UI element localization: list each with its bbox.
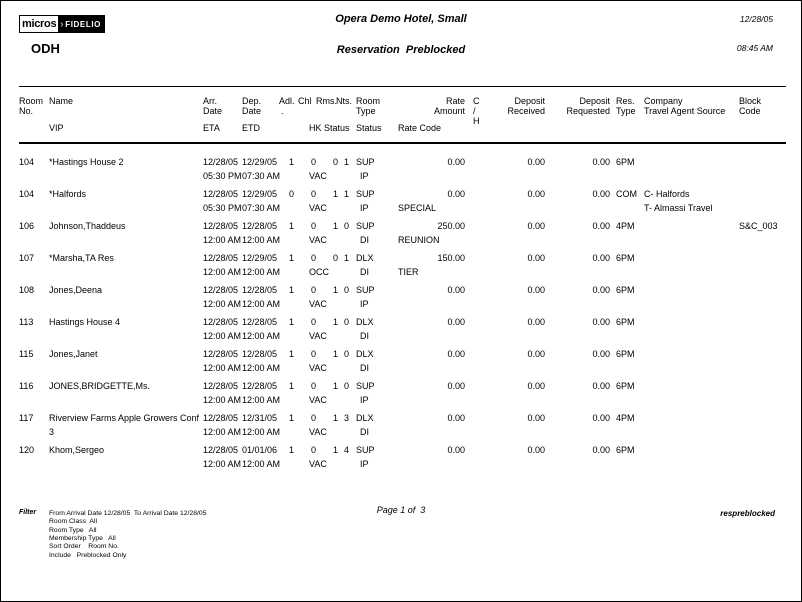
cell-status: DI — [360, 235, 369, 245]
cell-name: Khom,Sergeo — [49, 445, 105, 455]
cell-children: 0 — [310, 221, 316, 231]
cell-rooms: 1 — [332, 381, 338, 391]
cell-hk-status: VAC — [309, 363, 327, 373]
cell-children: 0 — [310, 317, 316, 327]
table-row — [1, 347, 801, 379]
cell-etd: 07:30 AM — [242, 203, 281, 213]
cell-deposit-received: 0.00 — [527, 413, 545, 423]
cell-etd: 12:00 AM — [242, 235, 281, 245]
cell-room-no: 113 — [19, 317, 34, 327]
cell-deposit-received: 0.00 — [527, 317, 545, 327]
cell-nights: 1 — [343, 189, 349, 199]
cell-room-no: 115 — [19, 349, 34, 359]
cell-eta: 12:00 AM — [203, 331, 242, 341]
table-row — [1, 187, 801, 219]
cell-block-code: S&C_003 — [739, 221, 778, 231]
cell-room-no: 108 — [19, 285, 35, 295]
cell-rooms: 1 — [332, 317, 338, 327]
cell-rooms: 1 — [332, 189, 338, 199]
cell-name: *Halfords — [49, 189, 87, 199]
table-row — [1, 155, 801, 187]
cell-arr-date: 12/28/05 — [203, 253, 239, 263]
cell-arr-date: 12/28/05 — [203, 445, 239, 455]
cell-status: DI — [360, 267, 369, 277]
col-header-arr-date: Date — [203, 106, 223, 116]
cell-deposit-received: 0.00 — [527, 253, 545, 263]
cell-room-type: DLX — [356, 253, 374, 263]
filter-line: Include Preblocked Only — [49, 552, 127, 559]
cell-status: DI — [360, 363, 369, 373]
report-id: respreblocked — [720, 509, 775, 518]
cell-deposit-received: 0.00 — [527, 381, 545, 391]
cell-rooms: 1 — [332, 445, 338, 455]
col-header-vip: VIP — [49, 123, 64, 133]
col-header-rate-code: Rate Code — [398, 123, 442, 133]
cell-room-no: 106 — [19, 221, 35, 231]
cell-nights: 1 — [343, 253, 349, 263]
table-row — [1, 283, 801, 315]
col-header-dep: Dep. — [242, 96, 262, 106]
cell-room-type: SUP — [356, 285, 375, 295]
cell-hk-status: VAC — [309, 427, 327, 437]
cell-hk-status: OCC — [309, 267, 329, 277]
cell-children: 0 — [310, 189, 316, 199]
cell-status: DI — [360, 331, 369, 341]
header-bottom-rule — [19, 142, 786, 144]
cell-dep-date: 12/28/05 — [242, 349, 278, 359]
col-header-name: Name — [49, 96, 74, 106]
page-number: Page 1 of 3 — [376, 505, 426, 515]
cell-eta: 05:30 PM — [203, 203, 242, 213]
cell-room-no: 117 — [19, 413, 34, 423]
cell-hk-status: VAC — [309, 331, 327, 341]
cell-res-type: 6PM — [616, 285, 635, 295]
cell-room-type: DLX — [356, 349, 374, 359]
cell-nights: 1 — [343, 157, 349, 167]
col-header-status: Status — [356, 123, 382, 133]
cell-adults: 1 — [288, 253, 294, 263]
cell-room-no: 104 — [19, 157, 35, 167]
cell-deposit-requested: 0.00 — [592, 445, 610, 455]
cell-room-type: DLX — [356, 317, 374, 327]
cell-adults: 1 — [288, 221, 294, 231]
cell-eta: 12:00 AM — [203, 427, 242, 437]
cell-deposit-requested: 0.00 — [592, 317, 610, 327]
filter-label: Filter — [19, 509, 37, 516]
table-row — [1, 443, 801, 475]
table-rows — [1, 155, 801, 475]
col-header-block: Block — [739, 96, 762, 106]
col-header-room-no: No. — [19, 106, 34, 116]
cell-hk-status: VAC — [309, 203, 327, 213]
cell-rooms: 1 — [332, 413, 338, 423]
cell-hk-status: VAC — [309, 171, 327, 181]
cell-name: *Marsha,TA Res — [49, 253, 114, 263]
hotel-name: Opera Demo Hotel, Small — [335, 13, 467, 25]
cell-rate-code: TIER — [398, 267, 419, 277]
cell-dep-date: 12/28/05 — [242, 285, 278, 295]
cell-room-type: SUP — [356, 381, 375, 391]
cell-dep-date: 12/29/05 — [242, 253, 278, 263]
cell-room-no: 116 — [19, 381, 34, 391]
cell-name: Hastings House 4 — [49, 317, 121, 327]
col-header-room: Room — [19, 96, 44, 106]
cell-deposit-requested: 0.00 — [592, 285, 610, 295]
cell-room-type: SUP — [356, 445, 375, 455]
cell-arr-date: 12/28/05 — [203, 317, 239, 327]
cell-status: IP — [360, 203, 369, 213]
cell-name: Jones,Deena — [49, 285, 103, 295]
cell-rate-amount: 250.00 — [437, 221, 465, 231]
cell-rooms: 1 — [332, 221, 338, 231]
col-header-eta: ETA — [203, 123, 220, 133]
cell-eta: 12:00 AM — [203, 395, 242, 405]
cell-deposit-received: 0.00 — [527, 285, 545, 295]
cell-deposit-requested: 0.00 — [592, 189, 610, 199]
cell-adults: 1 — [288, 413, 294, 423]
cell-etd: 12:00 AM — [242, 427, 281, 437]
col-header-ch-slash: / — [473, 106, 476, 116]
cell-nights: 0 — [343, 317, 349, 327]
cell-deposit-requested: 0.00 — [592, 221, 610, 231]
cell-deposit-requested: 0.00 — [592, 157, 610, 167]
col-header-travel-agent-source: Travel Agent Source — [644, 106, 726, 116]
col-header-rms: Rms. — [316, 96, 337, 106]
table-row — [1, 379, 801, 411]
cell-status: IP — [360, 299, 369, 309]
cell-deposit-received: 0.00 — [527, 221, 545, 231]
cell-dep-date: 12/29/05 — [242, 189, 278, 199]
filter-line: Membership Type All — [49, 535, 116, 542]
col-header-res-type-2: Type — [616, 106, 636, 116]
run-time: 08:45 AM — [736, 43, 773, 53]
filter-line: From Arrival Date 12/28/05 To Arrival Date 12/28/05 — [49, 510, 207, 517]
col-header-etd: ETD — [242, 123, 260, 133]
cell-deposit-received: 0.00 — [527, 189, 545, 199]
cell-res-type: 6PM — [616, 317, 635, 327]
cell-dep-date: 12/28/05 — [242, 317, 278, 327]
cell-status: DI — [360, 427, 369, 437]
cell-res-type: 6PM — [616, 253, 635, 263]
cell-dep-date: 12/28/05 — [242, 221, 278, 231]
cell-room-no: 104 — [19, 189, 35, 199]
col-header-room-type-2: Type — [356, 106, 376, 116]
cell-rate-amount: 0.00 — [447, 157, 465, 167]
cell-name: Johnson,Thaddeus — [49, 221, 126, 231]
cell-eta: 12:00 AM — [203, 267, 242, 277]
cell-deposit-received: 0.00 — [527, 445, 545, 455]
cell-eta: 05:30 PM — [203, 171, 242, 181]
cell-rate-amount: 150.00 — [437, 253, 465, 263]
cell-name-line2: 3 — [49, 427, 55, 437]
cell-rate-amount: 0.00 — [447, 349, 465, 359]
cell-children: 0 — [310, 445, 316, 455]
col-header-deposit-requested-2: Requested — [566, 106, 610, 116]
cell-res-type: 4PM — [616, 413, 635, 423]
cell-etd: 12:00 AM — [242, 299, 281, 309]
cell-dep-date: 12/28/05 — [242, 381, 278, 391]
col-header-block-code: Code — [739, 106, 761, 116]
cell-arr-date: 12/28/05 — [203, 413, 239, 423]
col-header-rate-amount: Amount — [433, 106, 465, 116]
cell-arr-date: 12/28/05 — [203, 349, 239, 359]
cell-name: Riverview Farms Apple Growers Conf — [49, 413, 200, 423]
col-header-ch-c: C — [473, 96, 480, 106]
cell-room-type: DLX — [356, 413, 374, 423]
cell-children: 0 — [310, 253, 316, 263]
fidelio-logo-text: › FIDELIO — [59, 15, 105, 33]
cell-rooms: 0 — [332, 253, 338, 263]
col-header-deposit-received: Deposit — [514, 96, 545, 106]
cell-name: *Hastings House 2 — [49, 157, 124, 167]
col-header-company: Company — [644, 96, 683, 106]
cell-status: IP — [360, 459, 369, 469]
report-title: Reservation Preblocked — [336, 44, 466, 56]
cell-rate-amount: 0.00 — [447, 317, 465, 327]
col-header-dep-date: Date — [242, 106, 262, 116]
cell-adults: 1 — [288, 285, 294, 295]
cell-rate-amount: 0.00 — [447, 381, 465, 391]
cell-rate-amount: 0.00 — [447, 285, 465, 295]
cell-rate-code: SPECIAL — [398, 203, 437, 213]
cell-hk-status: VAC — [309, 299, 327, 309]
cell-eta: 12:00 AM — [203, 235, 242, 245]
col-header-res-type: Res. — [616, 96, 635, 106]
col-header-nts: Nts. — [336, 96, 353, 106]
cell-hk-status: VAC — [309, 395, 327, 405]
cell-rooms: 1 — [332, 349, 338, 359]
cell-rooms: 0 — [332, 157, 338, 167]
header-top-rule — [19, 86, 786, 87]
cell-name: Jones,Janet — [49, 349, 98, 359]
cell-nights: 0 — [343, 285, 349, 295]
cell-res-type: 6PM — [616, 349, 635, 359]
cell-res-type: 4PM — [616, 221, 635, 231]
cell-adults: 1 — [288, 157, 294, 167]
cell-children: 0 — [310, 413, 316, 423]
cell-adults: 1 — [288, 317, 294, 327]
cell-deposit-received: 0.00 — [527, 349, 545, 359]
cell-children: 0 — [310, 285, 316, 295]
cell-arr-date: 12/28/05 — [203, 221, 239, 231]
cell-eta: 12:00 AM — [203, 363, 242, 373]
cell-status: IP — [360, 171, 369, 181]
col-header-hk-status: HK Status — [309, 123, 350, 133]
logo-arrow-icon: › — [60, 18, 65, 30]
cell-res-type: 6PM — [616, 381, 635, 391]
cell-eta: 12:00 AM — [203, 299, 242, 309]
filter-line: Sort Order Room No. — [49, 543, 119, 550]
col-header-chl: Chl — [298, 96, 312, 106]
cell-children: 0 — [310, 157, 316, 167]
cell-nights: 3 — [343, 413, 349, 423]
cell-etd: 12:00 AM — [242, 363, 281, 373]
col-header-deposit-received-2: Received — [507, 106, 545, 116]
cell-res-type: COM — [616, 189, 637, 199]
cell-nights: 4 — [343, 445, 349, 455]
filter-line: Room Class All — [49, 518, 97, 525]
run-date: 12/28/05 — [739, 14, 773, 24]
cell-arr-date: 12/28/05 — [203, 189, 239, 199]
col-header-rate: Rate — [445, 96, 465, 106]
table-row — [1, 251, 801, 283]
cell-etd: 12:00 AM — [242, 267, 281, 277]
cell-res-type: 6PM — [616, 157, 635, 167]
cell-deposit-requested: 0.00 — [592, 349, 610, 359]
cell-rate-code: REUNION — [398, 235, 440, 245]
cell-arr-date: 12/28/05 — [203, 381, 239, 391]
cell-etd: 12:00 AM — [242, 331, 281, 341]
cell-travel-agent: T- Almassi Travel — [644, 203, 713, 213]
cell-company: C- Halfords — [644, 189, 690, 199]
col-header-room-type: Room — [356, 96, 381, 106]
col-header-arr: Arr. — [203, 96, 218, 106]
cell-adults: 0 — [288, 189, 294, 199]
cell-etd: 12:00 AM — [242, 395, 281, 405]
table-row — [1, 411, 801, 443]
cell-eta: 12:00 AM — [203, 459, 242, 469]
cell-children: 0 — [310, 381, 316, 391]
cell-rate-amount: 0.00 — [447, 189, 465, 199]
cell-room-no: 120 — [19, 445, 35, 455]
cell-room-type: SUP — [356, 221, 375, 231]
cell-room-type: SUP — [356, 189, 375, 199]
cell-hk-status: VAC — [309, 235, 327, 245]
cell-res-type: 6PM — [616, 445, 635, 455]
cell-deposit-requested: 0.00 — [592, 253, 610, 263]
table-row — [1, 315, 801, 347]
cell-adults: 1 — [288, 445, 294, 455]
cell-rate-amount: 0.00 — [447, 445, 465, 455]
cell-nights: 0 — [343, 349, 349, 359]
cell-children: 0 — [310, 349, 316, 359]
cell-nights: 0 — [343, 381, 349, 391]
cell-name: JONES,BRIDGETTE,Ms. — [49, 381, 151, 391]
cell-deposit-requested: 0.00 — [592, 413, 610, 423]
micros-logo-text: micros — [19, 15, 59, 33]
cell-deposit-requested: 0.00 — [592, 381, 610, 391]
filter-line: Room Type All — [49, 527, 97, 534]
cell-room-type: SUP — [356, 157, 375, 167]
cell-arr-date: 12/28/05 — [203, 157, 239, 167]
cell-etd: 12:00 AM — [242, 459, 281, 469]
cell-rooms: 1 — [332, 285, 338, 295]
cell-room-no: 107 — [19, 253, 35, 263]
cell-adults: 1 — [288, 349, 294, 359]
table-row — [1, 219, 801, 251]
col-header-adl-dot: . — [281, 106, 284, 116]
col-header-ch-h: H — [473, 116, 480, 126]
cell-status: IP — [360, 395, 369, 405]
cell-etd: 07:30 AM — [242, 171, 281, 181]
col-header-adl: Adl. — [279, 96, 295, 106]
cell-rate-amount: 0.00 — [447, 413, 465, 423]
property-code: ODH — [31, 41, 60, 56]
cell-hk-status: VAC — [309, 459, 327, 469]
cell-dep-date: 12/29/05 — [242, 157, 278, 167]
col-header-deposit-requested: Deposit — [579, 96, 610, 106]
cell-dep-date: 12/31/05 — [242, 413, 278, 423]
cell-adults: 1 — [288, 381, 294, 391]
cell-deposit-received: 0.00 — [527, 157, 545, 167]
cell-dep-date: 01/01/06 — [242, 445, 278, 455]
cell-nights: 0 — [343, 221, 349, 231]
cell-arr-date: 12/28/05 — [203, 285, 239, 295]
